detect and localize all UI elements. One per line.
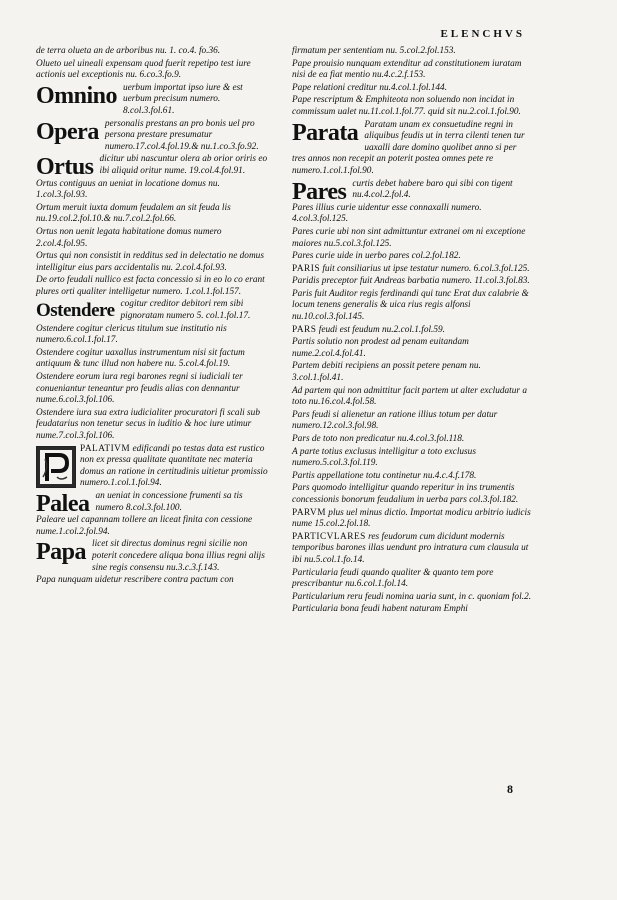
entry-text: Paridis preceptor fuit Andreas barbatia numero. 11.col.3.fol.83. (292, 276, 530, 287)
entry-text: fuit consiliarius ut ipse testatur numero. 6.col.3.fol.125. (322, 263, 530, 274)
entry-text: Papa nunquam uidetur rescribere contra pactum con (36, 575, 234, 586)
entry-text: Ortus non uenit legata habitatione domus numero 2.col.4.fol.95. (36, 226, 222, 249)
entry-text: Pape relationi creditur nu.4.col.1.fol.144. (292, 82, 448, 93)
headword: Ostendere (36, 300, 115, 322)
index-entry (292, 203, 532, 226)
page-number: 8 (507, 782, 513, 796)
entry-text: feudi est feudum nu.2.col.1.fol.59. (318, 324, 446, 335)
entry-text: Partem debiti recipiens an possit petere penam nu. 3.col.1.fol.41. (292, 361, 481, 384)
index-entry (292, 386, 532, 409)
index-entry (292, 227, 532, 250)
index-entry (36, 119, 272, 154)
entry-text: Ad partem qui non admittitur facit partem ut alter excludatur a toto nu.16.col.4.fol.58. (292, 385, 527, 408)
entry-text: plus uel minus dictio. Importat modicu arbitrio iudicis nume 15.col.2.fol.18. (292, 507, 531, 530)
headword-caps: PARTICVLARES (292, 531, 366, 542)
index-entry (36, 408, 272, 443)
index-entry (36, 203, 272, 226)
index-entry (36, 515, 272, 538)
index-entry (292, 325, 532, 337)
entry-text: dicitur ubi nascuntur olera ab orior oriris eo ibi aliquid oritur nume. 19.col.4.fol.91. (99, 154, 268, 176)
entry-text: Pares curie ubi non sint admittuntur extranei om ni exceptione maiores nu.5.col.3.fol.125. (292, 226, 526, 249)
headword-caps: PARS (292, 324, 317, 335)
entry-text: Pars feudi si alienetur an ratione illius totum per datur numero.12.col.3.fol.98. (292, 409, 498, 432)
entry-text: Paratam unam ex consuetudine regni in aliquibus feudis ut in terra cilenti tenen tur uaxalli dare domino quolibet anno si per tres annos non recepit an poterit postea omnes pete re numero.1.col.1.fol.90. (292, 119, 525, 176)
entry-text: cogitur creditor debitori rem sibi pignoratam numero 5. col.1.fol.17. (120, 299, 251, 322)
index-entry (36, 348, 272, 371)
entry-text: personalis prestans an pro bonis uel pro persona prestare presumatur numero.17.col.4.fol.19.& nu.1.co.3.fo.92. (104, 118, 259, 152)
index-entry (36, 251, 272, 274)
index-entry (292, 46, 532, 58)
index-entry (292, 471, 532, 483)
entry-text: Pape prouisio nunquam extenditur ad constitutionem iuratam nisi de ea fiat mentio nu.4.c.2.f.153. (292, 58, 522, 81)
headword-caps: PARVM (292, 507, 326, 518)
left-column (36, 46, 272, 588)
index-entry (36, 46, 272, 58)
entry-text: edificandi po testas data est rustico non ex pressa qualitate quantitate nec materia domus an ratione in certitudinis uitietur promissio numero.1.col.1.fol.94. (80, 443, 268, 489)
index-entry (292, 568, 532, 591)
headword: Papa (36, 539, 87, 566)
entry-text: Ortus contiguus an ueniat in locatione domus nu. 1.col.3.fol.93. (36, 178, 220, 201)
index-entry (36, 575, 272, 587)
entry-text: firmatum per sententiam nu. 5.col.2.fol.153. (292, 46, 456, 56)
index-entry (292, 604, 532, 616)
entry-text: licet sit directus dominus regni sicilie non poterit concedere aliqua bona illius regni alijs sine regis consensu nu.3.c.3.f.143. (92, 539, 265, 573)
entry-text: Partis appellatione totu continetur nu.4.c.4.f.178. (292, 470, 477, 481)
index-entry (292, 276, 532, 288)
index-entry (292, 361, 532, 384)
index-entry (36, 539, 272, 574)
index-entry (292, 592, 532, 604)
entry-text: Ortus qui non consistit in redditus sed in delectatio ne domus intelligitur eius pars accidentalis nu. 2.col.4.fol.93. (36, 251, 264, 273)
entry-text: Particularium reru feudi nomina uaria sunt, in c. quoniam fol.2. (292, 591, 532, 602)
right-column (292, 46, 532, 617)
entry-text: curtis debet habere baro qui sibi con tigent nu.4.col.2.fol.4. (352, 178, 513, 201)
entry-text: Ostendere cogitur uaxallus instrumentum nisi sit factum antiquum & tunc illud non habere nu. 5.col.4.fol.19. (36, 347, 245, 370)
entry-text: Ortum meruit iuxta domum feudalem an sit feuda lis nu.19.col.2.fol.10.& nu.7.col.2.fol.66. (36, 202, 231, 225)
index-entry (292, 83, 532, 95)
entry-text: A parte totius exclusus intelligitur a toto exclusus numero.5.col.3.fol.119. (292, 446, 476, 469)
index-entry (36, 444, 272, 490)
entry-text: Ostendere cogitur clericus titulum sue institutio nis numero.6.col.1.fol.17. (36, 323, 227, 346)
headword-caps: PARIS (292, 263, 320, 274)
entry-text: Pares curie uide in uerbo pares col.2.fol.182. (292, 251, 461, 262)
index-entry (292, 289, 532, 324)
index-entry (36, 275, 272, 298)
entry-text: Pape rescriptum & Emphiteota non soluendo non incidat in commissum ualet nu.11.col.1.fol.77. quid sit nu.2.col.1.fol.90. (292, 95, 521, 117)
index-entry (292, 264, 532, 276)
headword: Ortus (36, 154, 94, 181)
headword: Pares (292, 178, 347, 205)
index-entry (36, 227, 272, 250)
index-entry (36, 179, 272, 202)
entry-text: Pares illius curie uidentur esse connaxalli numero. 4.col.3.fol.125. (292, 202, 482, 225)
entry-text: Particularia bona feudi habent naturam Emphi (292, 604, 468, 615)
entry-text: Paleare uel capannam tollere an liceat finita con cessione nume.1.col.2.fol.94. (36, 515, 253, 537)
entry-text: Olueto uel uineali expensam quod fuerit repetipo test iure actionis uel exceptionis nu. 6.co.3.fo.9. (36, 58, 251, 81)
entry-text: Paris fuit Auditor regis ferdinandi qui tunc Erat dux calabrie & locum tenens generalis & uica rius regis alfonsi nu.10.col.3.fol.145. (292, 288, 529, 323)
entry-text: Partis solutio non prodest ad penam euitandam nume.2.col.4.fol.41. (292, 337, 469, 359)
entry-text: Pars quomodo intelligitur quando reperitur in ins trumentis concessionis bonorum feudalium in uerba pars col.3.fol.182. (292, 483, 519, 505)
index-entry (36, 154, 272, 181)
headword: PALATIVM (80, 443, 131, 454)
index-entry (292, 59, 532, 82)
index-entry (292, 120, 532, 178)
headword: Opera (36, 118, 99, 145)
index-entry (36, 490, 272, 517)
index-entry (292, 95, 532, 118)
entry-text: Pars de toto non predicatur nu.4.col.3.fol.118. (292, 434, 465, 444)
entry-text: De orto feudali nullico est facta concessio si in eo lo co erant plures orti qualiter intelligetur numero. 1.col.1.fol.157. (36, 275, 265, 297)
index-entry (36, 59, 272, 82)
index-entry (36, 299, 272, 322)
index-entry (292, 337, 532, 360)
index-entry (292, 483, 532, 506)
index-entry (36, 372, 272, 407)
index-entry (292, 447, 532, 470)
entry-text: Ostendere eorum iura regi barones regni si iudiciali ter conueniantur teneantur pro feudis alias con dennantur nume.6.col.3.fol.106. (36, 372, 243, 406)
index-entry (292, 508, 532, 531)
entry-text: res feudorum cum dicidunt modernis temporibus barones illas uendunt pro intratura cum clausula ut ibi nu.5.col.1.fo.14. (292, 531, 529, 565)
entry-text: de terra olueta an de arboribus nu. 1. co.4. fo.36. (36, 46, 221, 56)
entry-text: an ueniat in concessione frumenti sa tis numero 8.col.3.fol.100. (95, 490, 243, 513)
entry-text: Particularia feudi quando qualiter & quanto tem pore prescribantur nu.6.col.1.fol.14. (292, 567, 494, 590)
index-entry (292, 178, 532, 205)
running-header: ELENCHVS (440, 28, 525, 40)
index-entry (292, 410, 532, 433)
index-entry (292, 532, 532, 567)
headword: Omnino (36, 82, 118, 109)
headword: Palea (36, 490, 90, 517)
index-entry (36, 83, 272, 118)
entry-text: uerbum importat ipso iure & est uerbum precisum numero. 8.col.3.fol.61. (123, 82, 243, 116)
headword: Parata (292, 119, 359, 146)
index-entry (36, 324, 272, 347)
index-entry (292, 434, 532, 446)
decorated-initial-icon (36, 446, 76, 488)
index-entry (292, 251, 532, 263)
entry-text: Ostendere iura sua extra iudicialiter procuratori fi scali sub feudatarius non tenetur secus in iuditio & hoc iure utimur nume.7.col.3.fol.106. (36, 407, 260, 441)
